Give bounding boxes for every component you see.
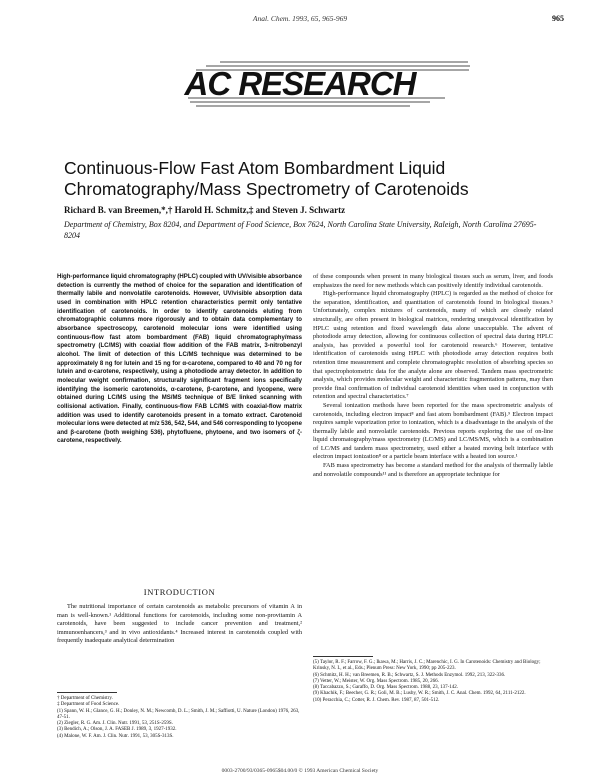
introduction-heading: INTRODUCTION <box>143 587 216 597</box>
body-paragraph: High-performance liquid chromatography (HPLC) is regarded as the method of choice for the separation, identification, and quantitation of carotenoids found in biological tissues.⁵ Unfortunately, complex mixtures of carotenoids, many of which are closely related structurally, are often present in biological matrices, rendering unequivocal identification by HPLC using retention and fixed wavelength data alone unacceptable. The advent of photodiode array detection, allowing for continuous collection of spectral data during HPLC analysis, has provided a powerful tool for carotenoid research.⁶ However, tentative identification of carotenoids using HPLC with photodiode array detection requires both retention time measurement and complete chromatographic resolution of absorbing species so that spectrophotometric data for the analyte alone are observed. Tandem mass spectrometric analysis, which provides molecular weight and characteristic fragmentation patterns, may then provide final confirmation of individual carotenoid identities when used in conjunction with retention and spectral characteristics.⁷ <box>313 290 553 401</box>
footnote: (5) Taylor, R. F.; Farrow, F. G.; Ikawa, M.; Harris, J. C.; Marenchic, I. G. In Carotenoids: Chemistry and Biology; Krinsky, N. I., et al., Eds.; Plenum Press: New York, 1990; pp 205-223. <box>313 660 541 672</box>
footnote-divider <box>57 692 117 693</box>
footnote-divider <box>313 656 373 657</box>
right-column-body <box>313 273 553 479</box>
page-number: 965 <box>552 14 564 23</box>
author-affiliation: Department of Chemistry, Box 8204, and Department of Food Science, Box 7624, North Carolina State University, Raleigh, North Carolina 27695-8204 <box>64 220 537 240</box>
footnote: (3) Bendich, A.; Olson, J. A. FASEB J. 1989, 3, 1927-1932. <box>57 727 177 733</box>
abstract: High-performance liquid chromatography (HPLC) coupled with UV/visible absorbance detection is currently the method of choice for the separation and identification of thermally labile and nonvolatile carotenoids. However, UV/visible absorption data used in combination with HPLC retention characteristics permit only tentative identification of carotenoids. In order to identify carotenoids eluting from chromatographic columns more rigorously and to obtain data complementary to absorbance spectroscopy, carotenoid molecular ions were identified using continuous-flow fast atom bombardment (FAB) liquid chromatography/mass spectrometry (LC/MS) with coaxial flow addition of the FAB matrix, 3-nitrobenzyl alcohol. The limit of detection of this LC/MS technique was determined to be approximately 8 ng for lutein and 15 ng for α-carotene, compared to 40 and 70 ng for lutein and α-carotene, respectively, using a photodiode array detector. In addition to molecular weight confirmation, structurally significant fragment ions specifically identifying the isomeric carotenoids, α-carotene, β-carotene, and lycopene, were obtained during LC/MS using the MS/MS technique of B/E linked scanning with collisional activation. Finally, continuous-flow FAB LC/MS with coaxial-flow matrix addition was used to identify carotenoids present in a tomato extract. Carotenoid molecular ions were detected at m/z 536, 542, 544, and 546 corresponding to lycopene and β-carotene (both weighing 536), phytofluene, phytoene, and two isomers of ζ-carotene, respectively. <box>57 274 302 445</box>
body-paragraph: Several ionization methods have been reported for the mass spectrometric analysis of carotenoids, including electron impact⁸ and fast atom bombardment (FAB).⁹ Electron impact requires sample vaporization prior to ionization, which is a disadvantage in the analysis of the thermally labile and nonvolatile carotenoids. Previous reports exploring the use of on-line liquid chromatography/mass spectrometry (LC/MS) and LC/MS/MS, which is a combination of LC/MS and tandem mass spectrometry, used either a heated moving belt interface with electron impact ionization⁸ or a particle beam interface with a heated ion source.¹ <box>313 401 553 461</box>
introduction-paragraph: The nutritional importance of certain carotenoids as metabolic precursors of vitamin A in man is well-known.¹ Additional functions for carotenoids, including some non-provitamin A carotenoids, have been suggested to include cancer prevention and treatment,² immunoenhancers,³ and in vivo antioxidants.⁴ Increased interest in carotenoids coupled with frequently inadequate analytical determination <box>57 603 302 645</box>
banner-title: AC RESEARCH <box>184 65 416 102</box>
footnote: (10) Peracchia, C.; Cotter, R. J. Chem. Rev. 1987, 87, 501-512. <box>313 697 440 703</box>
footnote: ‡ Department of Food Science. <box>57 702 120 708</box>
copyright-footer: 0003-2700/93/0365-0965$04.00/0 © 1993 American Chemical Society <box>221 768 379 774</box>
footnote: (2) Ziegler, R. G. Am. J. Clin. Nutr. 1991, 53, 251S-259S. <box>57 721 173 727</box>
article-title: Continuous-Flow Fast Atom Bombardment Liquid Chromatography/Mass Spectrometry of Carotenoids <box>64 158 469 199</box>
author-list: Richard B. van Breemen,*,† Harold H. Schmitz,‡ and Steven J. Schwartz <box>64 205 346 215</box>
footnote: † Department of Chemistry. <box>57 696 113 701</box>
footnotes-right <box>313 660 553 704</box>
footnote: (1) Spann, W. H.; Glance, G. H.; Donley, N. M.; Newcomb, D. L.; Smith, J. M.; Saffiotti, U. Nature (London) 1976, 263, 47-51. <box>57 708 300 720</box>
footnote: (9) Khachik, F.; Beecher, G. R.; Goli, M. B.; Lusby, W. R.; Smith, J. C. Anal. Chem. 1992, 64, 2111-2122. <box>313 691 526 697</box>
footnotes-left <box>57 696 302 740</box>
footnote: (8) Taccabazzo, S.; Garaffo, D. Org. Mass Spectrom. 1988, 23, 137-142. <box>313 685 459 691</box>
body-paragraph: FAB mass spectrometry has become a standard method for the analysis of thermally labile and nonvolatile compounds¹¹ and is therefore an appropriate technique for <box>313 462 553 478</box>
footnote: (4) Malone, W. F. Am. J. Clin. Nutr. 1991, 53, 305S-313S. <box>57 733 174 739</box>
footnote: (6) Schmitz, H. H.; van Breemen, R. B.; Schwartz, S. J. Methods Enzymol. 1992, 213, 322-336. <box>313 672 506 678</box>
footnote: (7) Vetter, W.; Meister, W. Org. Mass Spectrom. 1985, 20, 266. <box>313 678 439 684</box>
journal-citation: Anal. Chem. 1993, 65, 965-969 <box>252 14 348 23</box>
body-paragraph: of these compounds when present in many biological tissues such as serum, liver, and foods emphasizes the need for new methods which can positively identify individual carotenoids. <box>313 273 553 289</box>
section-banner <box>0 58 600 110</box>
